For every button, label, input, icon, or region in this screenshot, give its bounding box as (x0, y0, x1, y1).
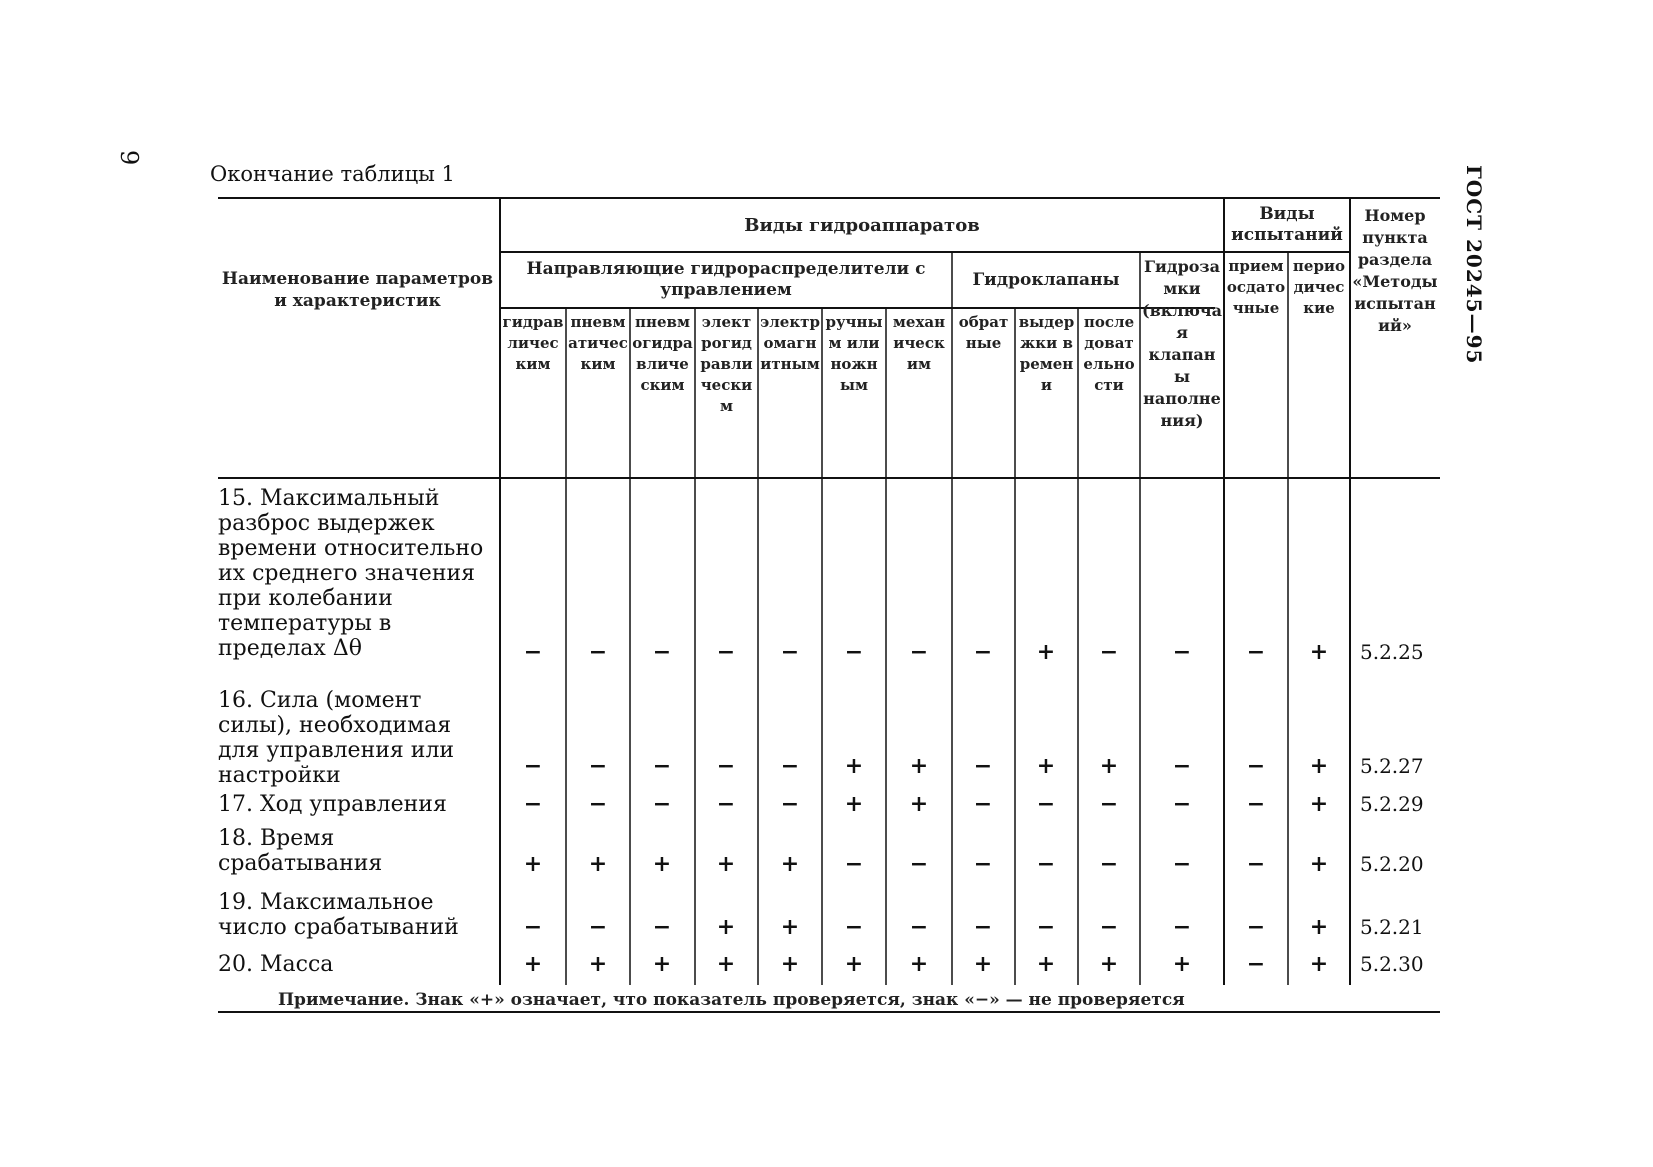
col-header-acceptance: приемосдаточные (1226, 257, 1286, 317)
section-ref: 5.2.21 (1360, 915, 1424, 939)
row-label: 18. Время срабатывания (218, 826, 383, 876)
cell-mark: + (1309, 851, 1329, 877)
cell-mark: − (523, 914, 543, 940)
cell-mark: − (780, 791, 800, 817)
header-distributors-title: Направляющие гидрораспределители с управлением (526, 259, 926, 300)
cell-mark: + (1036, 639, 1056, 665)
cell-mark: − (844, 851, 864, 877)
col-header-manual: ручным или ножным (825, 313, 883, 394)
cell-mark: − (716, 791, 736, 817)
cell-mark: + (909, 951, 929, 977)
cell-mark: − (588, 639, 608, 665)
cell-mark: − (523, 639, 543, 665)
table-caption: Окончание таблицы 1 (210, 162, 455, 186)
cell-mark: + (844, 951, 864, 977)
cell-mark: + (1309, 951, 1329, 977)
header-section-title: Номер пункта раздела «Методы испытаний» (1352, 206, 1438, 335)
cell-mark: − (1036, 914, 1056, 940)
cell-mark: − (1036, 791, 1056, 817)
col-header-hydraulic: гидравлическим (502, 313, 564, 373)
cell-mark: − (1099, 639, 1119, 665)
cell-mark: + (1099, 753, 1119, 779)
cell-mark: − (1099, 914, 1119, 940)
cell-mark: − (652, 791, 672, 817)
cell-mark: − (652, 753, 672, 779)
cell-mark: + (1309, 914, 1329, 940)
header-tests-title: Виды испытаний (1231, 204, 1343, 245)
cell-mark: + (973, 951, 993, 977)
header-param-name: Наименование параметров и характеристик (221, 269, 494, 311)
cell-mark: + (780, 851, 800, 877)
cell-mark: + (1036, 951, 1056, 977)
cell-mark: − (588, 791, 608, 817)
cell-mark: + (909, 791, 929, 817)
cell-mark: − (1099, 851, 1119, 877)
section-ref: 5.2.27 (1360, 754, 1424, 778)
cell-mark: + (588, 951, 608, 977)
cell-mark: + (1309, 791, 1329, 817)
cell-mark: − (716, 753, 736, 779)
row-label: 15. Максимальный разброс выдержек времени относительно их среднего значения при колебании температуры в пределах Δθ (218, 486, 484, 661)
cell-mark: + (716, 951, 736, 977)
cell-mark: − (1172, 914, 1192, 940)
cell-mark: − (1246, 951, 1266, 977)
cell-mark: + (844, 753, 864, 779)
col-header-check: обратные (958, 313, 1009, 352)
header-valves-title: Гидроклапаны (972, 269, 1120, 290)
cell-mark: − (716, 639, 736, 665)
cell-mark: − (1246, 914, 1266, 940)
col-header-pneumohydraulic: пневмогидравлическим (632, 313, 693, 394)
row-label: 20. Масса (218, 952, 334, 977)
cell-mark: − (973, 753, 993, 779)
cell-mark: + (1309, 639, 1329, 665)
cell-mark: − (1036, 851, 1056, 877)
cell-mark: − (1172, 639, 1192, 665)
page-number: 9 (115, 150, 143, 166)
cell-mark: − (973, 791, 993, 817)
section-ref: 5.2.20 (1360, 852, 1424, 876)
gost-code: ГОСТ 20245—95 (1462, 165, 1486, 365)
col-header-electrohydraulic: электрогидравлическим (700, 313, 753, 415)
cell-mark: − (1172, 851, 1192, 877)
cell-mark: − (1246, 851, 1266, 877)
cell-mark: − (652, 914, 672, 940)
cell-mark: + (1172, 951, 1192, 977)
cell-mark: − (1246, 791, 1266, 817)
cell-mark: + (716, 851, 736, 877)
cell-mark: − (523, 791, 543, 817)
col-header-pneumatic: пневматическим (568, 313, 628, 373)
cell-mark: − (780, 753, 800, 779)
cell-mark: + (780, 914, 800, 940)
cell-mark: − (1172, 791, 1192, 817)
cell-mark: − (1246, 753, 1266, 779)
row-label: 19. Максимальное число срабатываний (218, 890, 459, 940)
cell-mark: + (588, 851, 608, 877)
cell-mark: − (1246, 639, 1266, 665)
cell-mark: + (1309, 753, 1329, 779)
header-kinds-title: Виды гидроаппаратов (744, 214, 980, 236)
cell-mark: − (973, 851, 993, 877)
cell-mark: − (973, 914, 993, 940)
cell-mark: − (844, 639, 864, 665)
section-ref: 5.2.30 (1360, 952, 1424, 976)
cell-mark: + (780, 951, 800, 977)
cell-mark: + (909, 753, 929, 779)
cell-mark: − (652, 639, 672, 665)
cell-mark: − (973, 639, 993, 665)
row-label: 16. Сила (момент силы), необходимая для управления или настройки (218, 688, 455, 788)
cell-mark: − (1099, 791, 1119, 817)
cell-mark: + (1036, 753, 1056, 779)
cell-mark: + (652, 951, 672, 977)
col-header-periodic: периодические (1292, 257, 1346, 317)
col-header-time-delay: выдержки времени (1018, 313, 1075, 394)
cell-mark: − (588, 914, 608, 940)
cell-mark: − (780, 639, 800, 665)
cell-mark: + (844, 791, 864, 817)
table-note: Примечание. Знак «+» означает, что показатель проверяется, знак «−» — не проверяется (278, 990, 1185, 1010)
col-header-sequence: последовательности (1083, 313, 1135, 394)
cell-mark: + (523, 951, 543, 977)
row-label: 17. Ход управления (218, 792, 447, 817)
cell-mark: + (716, 914, 736, 940)
col-header-mechanical: механическим (892, 313, 946, 373)
cell-mark: − (909, 851, 929, 877)
section-ref: 5.2.25 (1360, 640, 1424, 664)
cell-mark: + (523, 851, 543, 877)
cell-mark: − (1172, 753, 1192, 779)
col-header-electromagnetic: электромагнитным (760, 313, 820, 373)
cell-mark: − (844, 914, 864, 940)
cell-mark: + (652, 851, 672, 877)
cell-mark: − (588, 753, 608, 779)
cell-mark: − (909, 639, 929, 665)
header-locks-title: Гидрозамки (включая клапаны наполнения) (1142, 257, 1223, 430)
cell-mark: + (1099, 951, 1119, 977)
cell-mark: − (523, 753, 543, 779)
cell-mark: − (909, 914, 929, 940)
section-ref: 5.2.29 (1360, 792, 1424, 816)
